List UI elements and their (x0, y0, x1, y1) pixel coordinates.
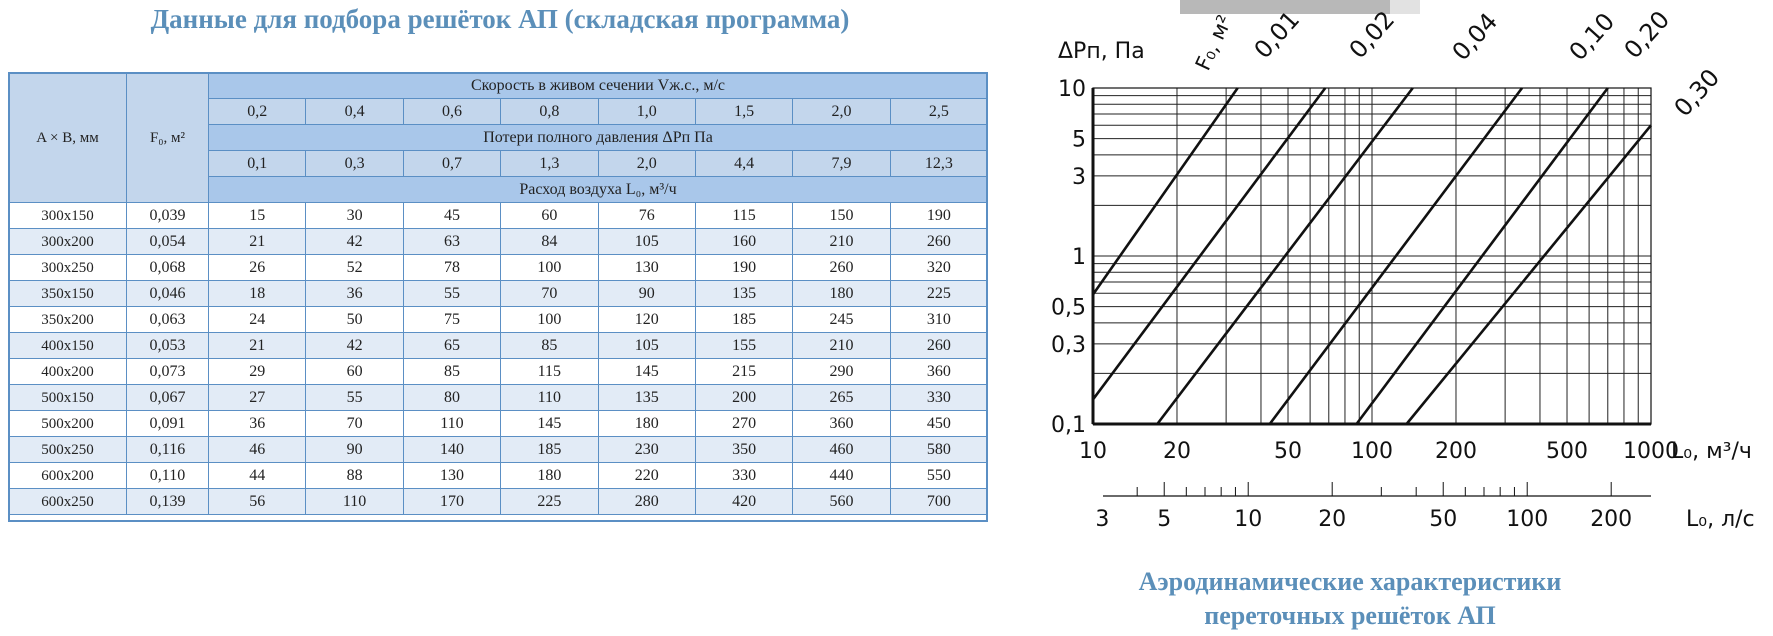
series-label-3: 0,10 (1563, 7, 1621, 67)
flow-cell: 440 (793, 463, 890, 489)
flow-cell: 190 (695, 255, 792, 281)
flow-cell: 85 (403, 359, 500, 385)
y-tick-label: 10 (1058, 77, 1086, 102)
series-label-4: 0,20 (1618, 5, 1676, 65)
header-pressure: Потери полного давления ΔPп Па (209, 125, 988, 151)
y-tick-label: 0,1 (1051, 413, 1086, 438)
x-tick-label: 1000 (1623, 439, 1679, 464)
flow-cell: 180 (598, 411, 695, 437)
flow-cell: 265 (793, 385, 890, 411)
table-row (9, 385, 988, 411)
pressure-cell-1: 0,3 (306, 151, 403, 177)
flow-cell: 135 (695, 281, 792, 307)
flow-cell: 46 (209, 437, 306, 463)
flow-cell: 105 (598, 333, 695, 359)
flow-cell: 180 (501, 463, 598, 489)
chart-grid (1093, 88, 1651, 496)
series-label-5: 0,30 (1668, 63, 1726, 123)
flow-cell: 190 (890, 203, 987, 229)
table-row (9, 463, 988, 489)
y-tick-label: 0,3 (1051, 332, 1086, 358)
flow-cell: 700 (890, 489, 987, 515)
series-label-0: 0,01 (1248, 5, 1306, 65)
pressure-cell-0: 0,1 (209, 151, 306, 177)
flow-cell: 110 (501, 385, 598, 411)
f0-cell: 0,063 (127, 307, 209, 333)
aerodynamic-chart (1020, 0, 1760, 636)
flow-cell: 185 (695, 307, 792, 333)
flow-cell: 60 (306, 359, 403, 385)
flow-cell: 145 (598, 359, 695, 385)
x2-tick-label: 20 (1318, 507, 1347, 532)
flow-cell: 360 (890, 359, 987, 385)
flow-cell: 330 (695, 463, 792, 489)
flow-cell: 350 (695, 437, 792, 463)
chart-title (1090, 565, 1610, 633)
table-row (9, 307, 988, 333)
flow-cell: 115 (501, 359, 598, 385)
flow-cell: 225 (501, 489, 598, 515)
pressure-cell-6: 7,9 (793, 151, 890, 177)
flow-cell: 160 (695, 229, 792, 255)
flow-cell: 135 (598, 385, 695, 411)
f0-cell: 0,053 (127, 333, 209, 359)
flow-cell: 280 (598, 489, 695, 515)
x-tick-label: 20 (1162, 439, 1191, 464)
flow-cell: 560 (793, 489, 890, 515)
flow-cell: 155 (695, 333, 792, 359)
chart-labels (1051, 6, 1755, 532)
pressure-cell-3: 1,3 (501, 151, 598, 177)
flow-cell: 200 (695, 385, 792, 411)
size-cell: 300x250 (9, 255, 127, 281)
pressure-cell-5: 4,4 (695, 151, 792, 177)
flow-cell: 29 (209, 359, 306, 385)
flow-cell: 85 (501, 333, 598, 359)
flow-cell: 75 (403, 307, 500, 333)
flow-cell: 44 (209, 463, 306, 489)
flow-cell: 100 (501, 307, 598, 333)
flow-cell: 42 (306, 333, 403, 359)
flow-cell: 60 (501, 203, 598, 229)
f0-cell: 0,068 (127, 255, 209, 281)
series-label-1: 0,02 (1343, 5, 1401, 65)
y-tick-label: 5 (1072, 127, 1086, 153)
flow-cell: 30 (306, 203, 403, 229)
flow-cell: 185 (501, 437, 598, 463)
size-cell: 500x200 (9, 411, 127, 437)
flow-cell: 55 (403, 281, 500, 307)
velocity-cell-0: 0,2 (209, 99, 306, 125)
f0-cell: 0,116 (127, 437, 209, 463)
header-flow: Расход воздуха L₀, м³/ч (209, 177, 988, 203)
velocity-cell-1: 0,4 (306, 99, 403, 125)
flow-cell: 130 (598, 255, 695, 281)
table-row (9, 437, 988, 463)
flow-cell: 76 (598, 203, 695, 229)
flow-cell: 120 (598, 307, 695, 333)
size-cell: 500x250 (9, 437, 127, 463)
flow-cell: 78 (403, 255, 500, 281)
x-tick-label: 50 (1274, 439, 1303, 464)
table-row (9, 255, 988, 281)
flow-cell: 150 (793, 203, 890, 229)
velocity-cell-7: 2,5 (890, 99, 987, 125)
velocity-cell-4: 1,0 (598, 99, 695, 125)
f0-cell: 0,067 (127, 385, 209, 411)
flow-cell: 36 (209, 411, 306, 437)
flow-cell: 70 (306, 411, 403, 437)
f0-cell: 0,073 (127, 359, 209, 385)
f0-cell: 0,054 (127, 229, 209, 255)
chart-title-line1: Аэродинамические характеристики (1138, 567, 1562, 596)
flow-cell: 320 (890, 255, 987, 281)
size-cell: 400x200 (9, 359, 127, 385)
flow-cell: 15 (209, 203, 306, 229)
flow-cell: 260 (890, 229, 987, 255)
flow-cell: 420 (695, 489, 792, 515)
flow-cell: 145 (501, 411, 598, 437)
table-title: Данные для подбора решёток АП (складская программа) (150, 4, 850, 34)
table-row (9, 203, 988, 229)
velocity-cell-3: 0,8 (501, 99, 598, 125)
size-cell: 400x150 (9, 333, 127, 359)
size-cell: 300x200 (9, 229, 127, 255)
size-cell: 350x150 (9, 281, 127, 307)
header-ab: A × B, мм (9, 73, 127, 203)
flow-cell: 580 (890, 437, 987, 463)
flow-cell: 65 (403, 333, 500, 359)
velocity-cell-2: 0,6 (403, 99, 500, 125)
flow-cell: 170 (403, 489, 500, 515)
flow-cell: 84 (501, 229, 598, 255)
series-label-2: 0,04 (1446, 7, 1504, 67)
flow-cell: 42 (306, 229, 403, 255)
flow-cell: 50 (306, 307, 403, 333)
table-row (9, 229, 988, 255)
flow-cell: 550 (890, 463, 987, 489)
flow-cell: 80 (403, 385, 500, 411)
flow-cell: 27 (209, 385, 306, 411)
pressure-cell-2: 0,7 (403, 151, 500, 177)
x2-tick-label: 100 (1506, 507, 1549, 532)
flow-cell: 88 (306, 463, 403, 489)
pressure-cell-4: 2,0 (598, 151, 695, 177)
size-cell: 600x200 (9, 463, 127, 489)
x2-tick-label: 3 (1095, 507, 1110, 532)
f0-cell: 0,039 (127, 203, 209, 229)
flow-cell: 36 (306, 281, 403, 307)
flow-cell: 24 (209, 307, 306, 333)
series-label-title: F₀, м² (1190, 11, 1238, 75)
flow-cell: 360 (793, 411, 890, 437)
flow-cell: 270 (695, 411, 792, 437)
series-line-5 (1407, 125, 1651, 424)
flow-cell: 110 (306, 489, 403, 515)
flow-cell: 45 (403, 203, 500, 229)
flow-cell: 260 (793, 255, 890, 281)
flow-cell: 21 (209, 229, 306, 255)
size-cell: 350x200 (9, 307, 127, 333)
table-row (9, 359, 988, 385)
flow-cell: 21 (209, 333, 306, 359)
flow-cell: 230 (598, 437, 695, 463)
flow-cell: 100 (501, 255, 598, 281)
flow-cell: 225 (890, 281, 987, 307)
flow-cell: 90 (598, 281, 695, 307)
y-tick-label: 0,5 (1051, 295, 1086, 321)
flow-cell: 290 (793, 359, 890, 385)
flow-cell: 450 (890, 411, 987, 437)
x2-axis-label: L₀, л/с (1686, 507, 1755, 532)
chart-title-line2: переточных решёток АП (1204, 601, 1496, 630)
flow-cell: 55 (306, 385, 403, 411)
flow-cell: 63 (403, 229, 500, 255)
table-row (9, 489, 988, 515)
flow-cell: 110 (403, 411, 500, 437)
velocity-cell-6: 2,0 (793, 99, 890, 125)
x2-tick-label: 5 (1157, 507, 1172, 532)
x2-tick-label: 200 (1590, 507, 1633, 532)
y-axis-label: ΔPп, Па (1058, 39, 1145, 64)
flow-cell: 260 (890, 333, 987, 359)
flow-cell: 220 (598, 463, 695, 489)
velocity-cell-5: 1,5 (695, 99, 792, 125)
flow-cell: 210 (793, 229, 890, 255)
table-body (9, 203, 988, 515)
flow-cell: 115 (695, 203, 792, 229)
flow-cell: 18 (209, 281, 306, 307)
flow-cell: 52 (306, 255, 403, 281)
f0-cell: 0,110 (127, 463, 209, 489)
flow-cell: 245 (793, 307, 890, 333)
flow-cell: 310 (890, 307, 987, 333)
selection-table (8, 72, 988, 515)
flow-cell: 210 (793, 333, 890, 359)
y-tick-label: 1 (1072, 245, 1086, 270)
x-axis-label: L₀, м³/ч (1671, 439, 1752, 464)
flow-cell: 105 (598, 229, 695, 255)
table-row (9, 411, 988, 437)
flow-cell: 26 (209, 255, 306, 281)
x-tick-label: 10 (1079, 439, 1107, 464)
pressure-cell-7: 12,3 (890, 151, 987, 177)
flow-cell: 56 (209, 489, 306, 515)
y-tick-label: 3 (1072, 164, 1086, 190)
table-row (9, 281, 988, 307)
header-velocity: Скорость в живом сечении Vж.с., м/с (209, 73, 988, 99)
flow-cell: 460 (793, 437, 890, 463)
x-tick-label: 100 (1351, 439, 1393, 464)
flow-cell: 90 (306, 437, 403, 463)
size-cell: 300x150 (9, 203, 127, 229)
header-f0: F₀, м² (127, 73, 209, 203)
flow-cell: 215 (695, 359, 792, 385)
flow-cell: 70 (501, 281, 598, 307)
size-cell: 500x150 (9, 385, 127, 411)
x-tick-label: 200 (1434, 439, 1477, 464)
flow-cell: 140 (403, 437, 500, 463)
f0-cell: 0,139 (127, 489, 209, 515)
x2-tick-label: 10 (1234, 507, 1263, 532)
x-tick-label: 500 (1546, 439, 1589, 464)
flow-cell: 130 (403, 463, 500, 489)
table-row (9, 333, 988, 359)
size-cell: 600x250 (9, 489, 127, 515)
x2-tick-label: 50 (1429, 507, 1458, 532)
flow-cell: 180 (793, 281, 890, 307)
f0-cell: 0,046 (127, 281, 209, 307)
f0-cell: 0,091 (127, 411, 209, 437)
flow-cell: 330 (890, 385, 987, 411)
